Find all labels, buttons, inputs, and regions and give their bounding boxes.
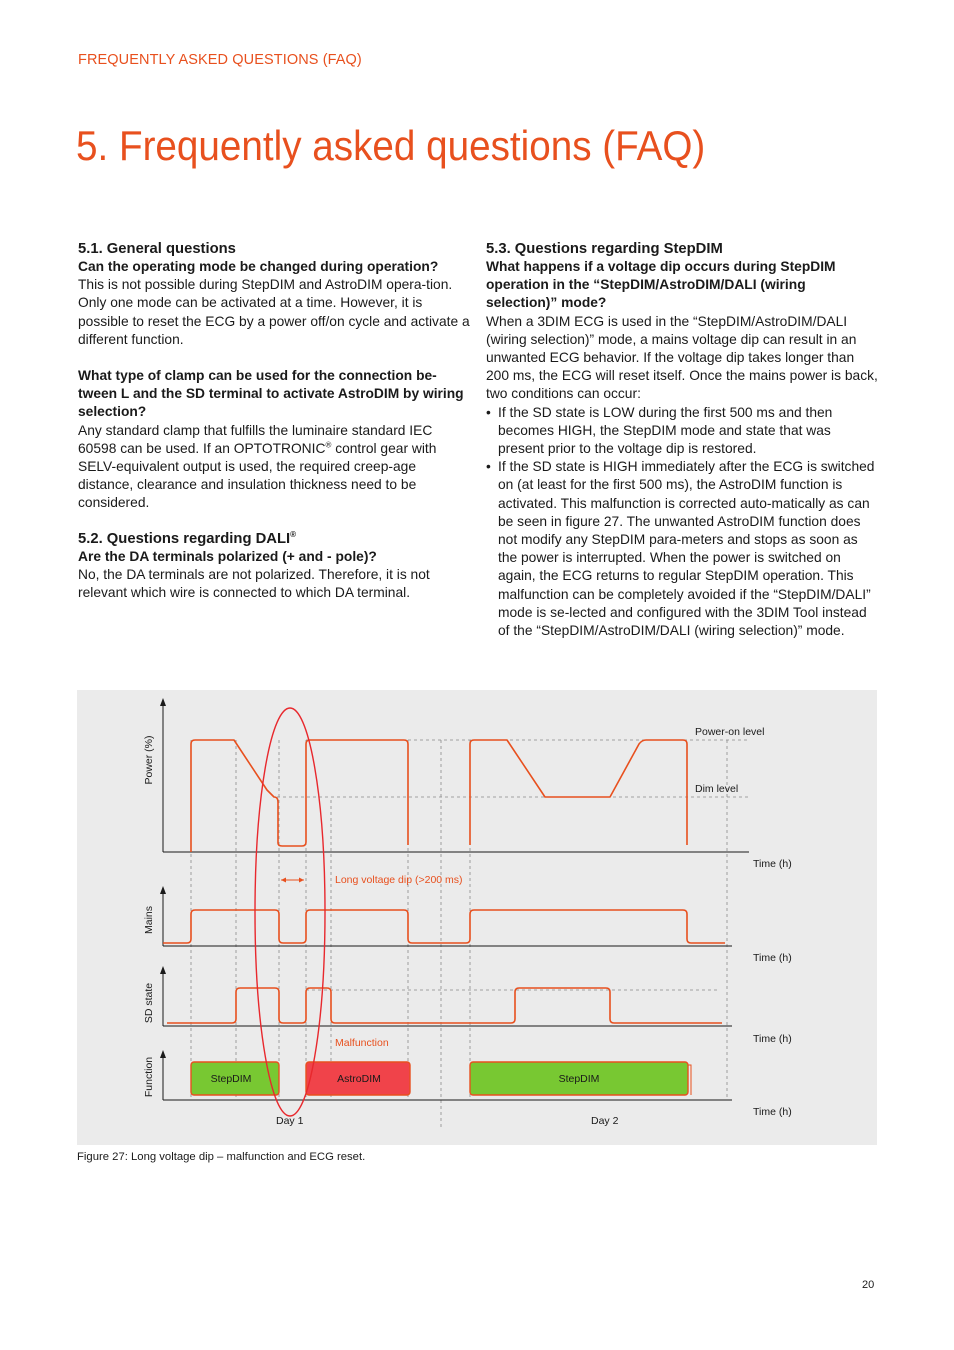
- condition-sd-high: • If the SD state is HIGH immediately after the ECG is switched on (at least for the first 500 ms), the AstroDIM function is activated. This malfunction is corrected auto-matically as can be seen in figure 27. The unwanted AstroDIM function does not modify any StepDIM para-meters and stops as soon as the power is interrupted. When the power is switched on again, the ECG returns to regular StepDIM operation. This malfunction can be completely avoided if the “StepDIM/DALI” mode is se-lected and configured with the 3DIM Tool instead of the “StepDIM/AstroDIM/DALI (wiring selection)” mode.: [486, 458, 880, 640]
- sd-state-trace: [167, 988, 722, 1023]
- running-header: FREQUENTLY ASKED QUESTIONS (FAQ): [78, 52, 362, 68]
- astrodim-block-label: AstroDIM: [337, 1073, 381, 1085]
- mains-trace: [163, 910, 725, 943]
- power-trace: [191, 740, 687, 852]
- day2-label: Day 2: [591, 1115, 619, 1127]
- answer-clamp-part2: control gear with SELV-equivalent output is used, the required creep-age distance, clearance and insulation thickness need to be considered.: [78, 440, 437, 511]
- dali-heading-text: 5.2. Questions regarding DALI: [78, 530, 291, 547]
- dali-registered-mark: ®: [290, 529, 297, 539]
- power-on-level-label: Power-on level: [695, 726, 765, 738]
- long-dip-marker: [281, 878, 304, 883]
- answer-operating-mode: This is not possible during StepDIM and AstroDIM opera-tion. Only one mode can be activated at a time. However, it is possible to reset the ECG by a power off/on cycle and activate a different function.: [78, 277, 470, 347]
- question-clamp-type: What type of clamp can be used for the connection be-tween L and the SD terminal to activate AstroDIM by wiring selection?: [78, 368, 464, 420]
- time-label-function: Time (h): [753, 1106, 792, 1118]
- stepdim-block-1-label: StepDIM: [210, 1073, 252, 1085]
- answer-da-terminals: No, the DA terminals are not polarized. Therefore, it is not relevant which wire is connected to which DA terminal.: [78, 566, 430, 601]
- malfunction-label: Malfunction: [335, 1037, 389, 1049]
- function-axis-label: Function: [143, 1056, 155, 1098]
- registered-mark: ®: [325, 440, 332, 450]
- section-heading-stepdim: 5.3. Questions regarding StepDIM: [486, 241, 723, 257]
- page-number: 20: [862, 1279, 875, 1291]
- malfunction-highlight-ellipse: [255, 708, 325, 1116]
- condition-sd-low: • If the SD state is LOW during the first 500 ms and then becomes HIGH, the StepDIM mode and state that was present prior to the voltage dip is restored.: [486, 404, 880, 459]
- answer-clamp-type: [78, 422, 470, 513]
- question-voltage-dip: What happens if a voltage dip occurs during StepDIM operation in the “StepDIM/AstroDIM/DALI (wiring selection)” mode?: [486, 259, 836, 311]
- page-title: 5. Frequently asked questions (FAQ): [76, 122, 706, 169]
- section-heading-general: 5.1. General questions: [78, 241, 236, 257]
- time-label-sd: Time (h): [753, 1033, 792, 1045]
- day1-label: Day 1: [276, 1115, 304, 1127]
- answer-clamp-part1: Any standard clamp that fulfills the luminaire standard IEC 60598 can be used. If an OPTOTRONIC: [78, 422, 433, 456]
- timing-diagram: [77, 690, 877, 1145]
- stepdim-block-2-label: StepDIM: [558, 1073, 600, 1085]
- mains-axis-label: Mains: [143, 905, 155, 935]
- power-axis-label: Power (%): [143, 735, 155, 785]
- long-voltage-dip-label: Long voltage dip (>200 ms): [335, 874, 463, 886]
- dim-level-label: Dim level: [695, 783, 739, 795]
- sd-state-axis-label: SD state: [143, 982, 155, 1024]
- axes: [160, 698, 749, 1100]
- figure-caption: Figure 27: Long voltage dip – malfunction and ECG reset.: [77, 1151, 366, 1163]
- question-operating-mode: Can the operating mode be changed during operation?: [78, 259, 439, 274]
- time-label-mains: Time (h): [753, 952, 792, 964]
- conditions-list: [486, 404, 880, 641]
- timing-diagram-figure: [77, 690, 877, 1145]
- left-column: [78, 240, 470, 602]
- answer-voltage-dip: When a 3DIM ECG is used in the “StepDIM/AstroDIM/DALI (wiring selection)” mode, a mains voltage dip can result in an unwanted ECG behavior. If the voltage dip takes longer than 200 ms, the ECG will reset itself. Once the mains power is back, two conditions can occur:: [486, 313, 878, 402]
- time-label-power: Time (h): [753, 858, 792, 870]
- section-heading-dali: [78, 530, 470, 548]
- right-column: [486, 240, 880, 640]
- question-da-terminals: Are the DA terminals polarized (+ and - pole)?: [78, 548, 377, 564]
